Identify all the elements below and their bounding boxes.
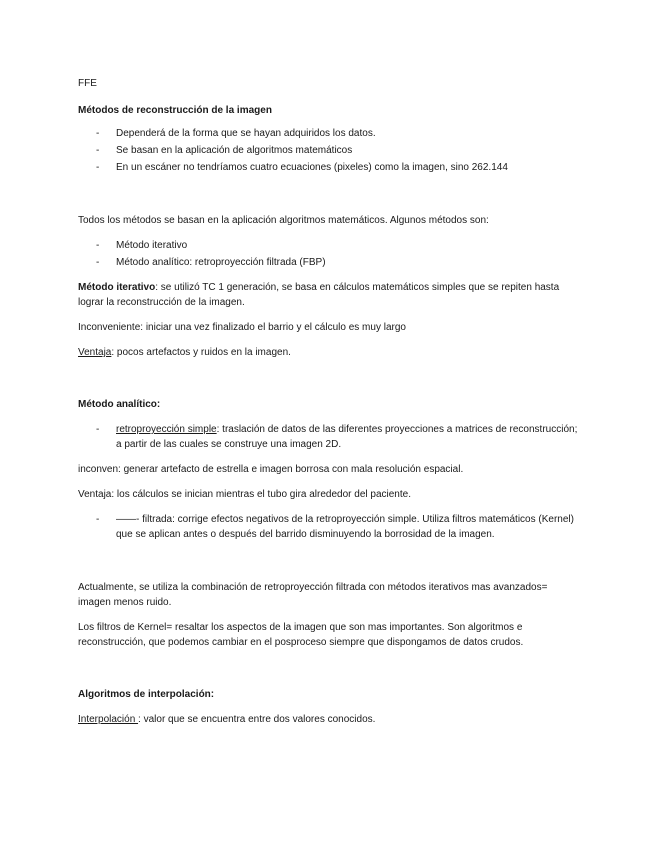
interpolation-label: Interpolación: [78, 714, 139, 725]
filtered-list: [78, 512, 578, 542]
list-item: - Método iterativo: [78, 238, 578, 253]
section-title-reconstruction: Métodos de reconstrucción de la imagen: [78, 105, 272, 116]
section-title-analytic: Método analítico:: [78, 399, 161, 410]
list-item: - ——- filtrada: corrige efectos negativos de la retroproyección simple. Utiliza filtros matemáticos (Kernel) que se aplican antes o después del barrido disminuyendo la borrosidad de la imagen.: [78, 512, 578, 542]
list-item: - Método analítico: retroproyección filtrada (FBP): [78, 255, 578, 270]
document-page: [78, 76, 578, 727]
methods-list: [78, 238, 578, 270]
iterative-paragraph: Método iterativo: se utilizó TC 1 generación, se basa en cálculos matemáticos simples que se repiten hasta lograr la reconstrucción de la imagen.: [78, 282, 560, 308]
iterative-label: Método iterativo: [78, 282, 156, 293]
inconvenient-paragraph: Inconveniente: iniciar una vez finalizado el barrio y el cálculo es muy largo: [78, 322, 406, 333]
section-title-interpolation: Algoritmos de interpolación:: [78, 689, 215, 700]
kernel-paragraph: Los filtros de Kernel= resaltar los aspectos de la imagen que son mas importantes. Son algoritmos e reconstrucción, que podemos cambiar en el posproceso siempre que dispongamos de datos crudos.: [78, 622, 524, 648]
list-item: - Dependerá de la forma que se hayan adquiridos los datos.: [78, 126, 578, 141]
advantage-paragraph: Ventaja: pocos artefactos y ruidos en la imagen.: [78, 347, 291, 358]
advantage-label: Ventaja: [78, 347, 112, 358]
analytic-list: [78, 422, 578, 452]
analytic-advantage-paragraph: Ventaja: los cálculos se inician mientras el tubo gira alrededor del paciente.: [78, 489, 411, 500]
doc-header: FFE: [78, 78, 97, 89]
inconven-paragraph: inconven: generar artefacto de estrella e imagen borrosa con mala resolución espacial.: [78, 464, 464, 475]
list-item: - Se basan en la aplicación de algoritmos matemáticos: [78, 143, 578, 158]
list-item: - En un escáner no tendríamos cuatro ecuaciones (pixeles) como la imagen, sino 262.144: [78, 160, 578, 175]
methods-intro: Todos los métodos se basan en la aplicación algoritmos matemáticos. Algunos métodos son:: [78, 215, 489, 226]
simple-backprojection-label: retroproyección simple: [116, 424, 217, 435]
current-paragraph: Actualmente, se utiliza la combinación de retroproyección filtrada con métodos iterativos mas avanzados= imagen menos ruido.: [78, 582, 548, 608]
interpolation-paragraph: Interpolación : valor que se encuentra entre dos valores conocidos.: [78, 714, 376, 725]
reconstruction-list: [78, 126, 578, 175]
list-item: - retroproyección simple: traslación de datos de las diferentes proyecciones a matrices de reconstrucción; a partir de las cuales se construye una imagen 2D.: [78, 422, 578, 452]
